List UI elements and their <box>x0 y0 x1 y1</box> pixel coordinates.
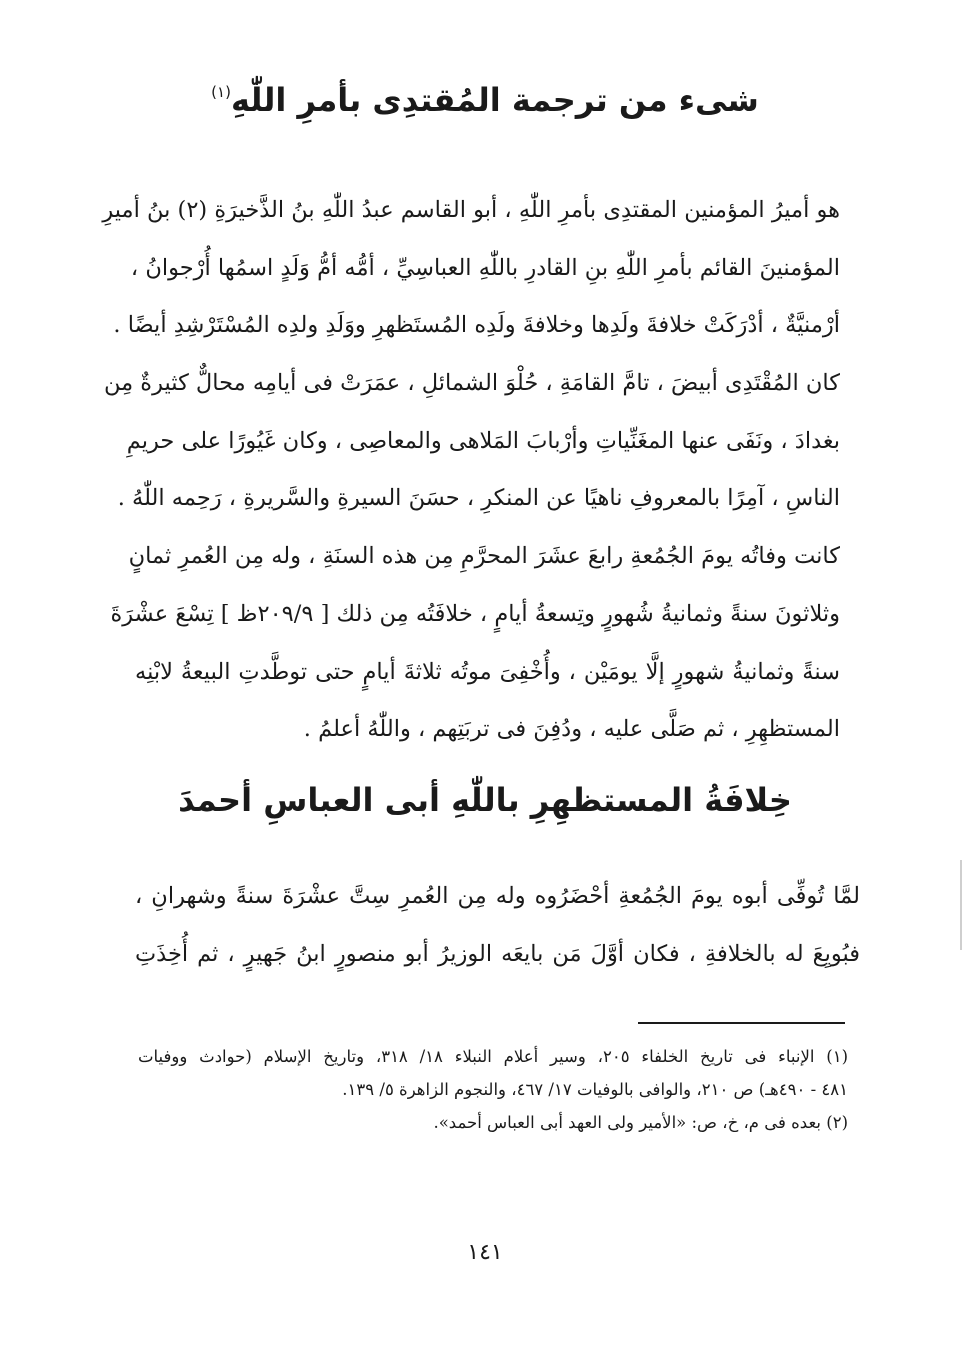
footnotes <box>138 1040 848 1139</box>
text-line: أرْمنيَّةٌ ، أدْرَكَتْ خلافةَ ولَدِها وخلافةَ ولَدِه المُستَظهرِ ووَلَدِ ولدِه المُسْتَرْشِدِ أيضًا . <box>113 312 840 339</box>
text-line: المؤمنينَ القائم بأمرِ اللّٰهِ بنِ القادرِ باللّٰهِ العباسِيِّ ، أمُّه أمُّ وَلَدٍ اسمُها أُرْجوانُ ، <box>130 254 840 281</box>
text-line: الناسِ ، آمِرًا بالمعروفِ ناهيًا عن المنكرِ ، حسَنَ السيرةِ والسَّريرةِ ، رَحِمه اللّٰهُ . <box>117 485 840 512</box>
text-line: بغدادَ ، ونَفَى عنها المغَنِّياتِ وأرْبابَ المَلاهى والمعاصِى ، وكان غَيُورًا على حريمِ <box>126 427 840 454</box>
footnote-divider <box>638 1022 845 1024</box>
text-line: لمَّا تُوفِّى أبوه يومَ الجُمُعةِ أحْضَرُوه وله مِن العُمرِ سِتَّ عشْرَةَ سنةً وشهرانِ ، <box>135 883 860 909</box>
text-line: كان المُقْتَدِى أبيضَ ، تامَّ القامَةِ ، حُلْوَ الشمائلِ ، عمَرَتْ فى أيامِه محالٌّ كثيرةٌ مِن <box>103 370 840 397</box>
section-title-mustazhir: خِلافَةُ المستظهِرِ باللّٰهِ أبى العباسِ أحمدَ <box>178 781 792 819</box>
text-line: المستظهِرِ ، ثم صَلَّى عليه ، ودُفِنَ فى تربَتِهم ، واللّٰهُ أعلمُ . <box>303 716 840 743</box>
section-title-muqtadi <box>120 70 850 122</box>
text-line: فبُويِعَ له بالخلافةِ ، فكان أوَّلَ مَن بايعَه الوزيرُ أبو منصورٍ ابنُ جَهيرٍ ، ثم أُخِذَتِ <box>135 940 860 967</box>
paragraph-muqtadi-biography <box>102 182 860 759</box>
scan-edge-mark <box>960 860 962 950</box>
paragraph-mustazhir-caliphate <box>135 868 860 983</box>
section-title-text: شىء من ترجمة المُقتدِى بأمرِ اللّٰهِ <box>230 81 759 119</box>
footnote-line: (١) الإنباء فى تاريخ الخلفاء ٢٠٥، وسير أعلام النبلاء ١٨/ ٣١٨، وتاريخ الإسلام (حوادث ووفيات <box>138 1047 848 1066</box>
text-line: سنةً وثمانيةُ شهورٍ إلَّا يومَيْن ، وأُخْفِىَ موتُه ثلاثةَ أيامٍ حتى توطَّدتِ البيعةُ لابْنِه <box>135 658 840 685</box>
text-line: هو أميرُ المؤمنين المقتدِى بأمرِ اللّٰهِ ، أبو القاسم عبدُ اللّٰهِ بنُ الذَّخيرَةِ (٢) بنُ أميرِ <box>102 197 840 223</box>
footnote-line: (٢) بعده فى م، خ، ص: «الأمير ولى العهد أبى العباس أحمد». <box>433 1113 848 1132</box>
text-line: وثلاثونَ سنةً وثمانيةُ شُهورٍ وتِسعةُ أيامٍ ، خلافَتُه مِن ذلك [ ٢٠٩/٩ظ ] تِسْعَ عشْرَةَ <box>110 600 840 627</box>
footnote-marker: (١) <box>211 83 231 101</box>
text-line: كانت وفاتُه يومَ الجُمُعةِ رابعَ عشَرَ المحرَّمِ مِن هذه السنَةِ ، وله مِن العُمرِ ثمانٍ <box>128 543 840 570</box>
footnote-line: ٤٨١ - ٤٩٠هـ) ص ٢١٠، والوافى بالوفيات ١٧/ ٤٦٧، والنجوم الزاهرة ٥/ ١٣٩. <box>342 1080 848 1099</box>
page-number: ١٤١ <box>467 1240 503 1265</box>
